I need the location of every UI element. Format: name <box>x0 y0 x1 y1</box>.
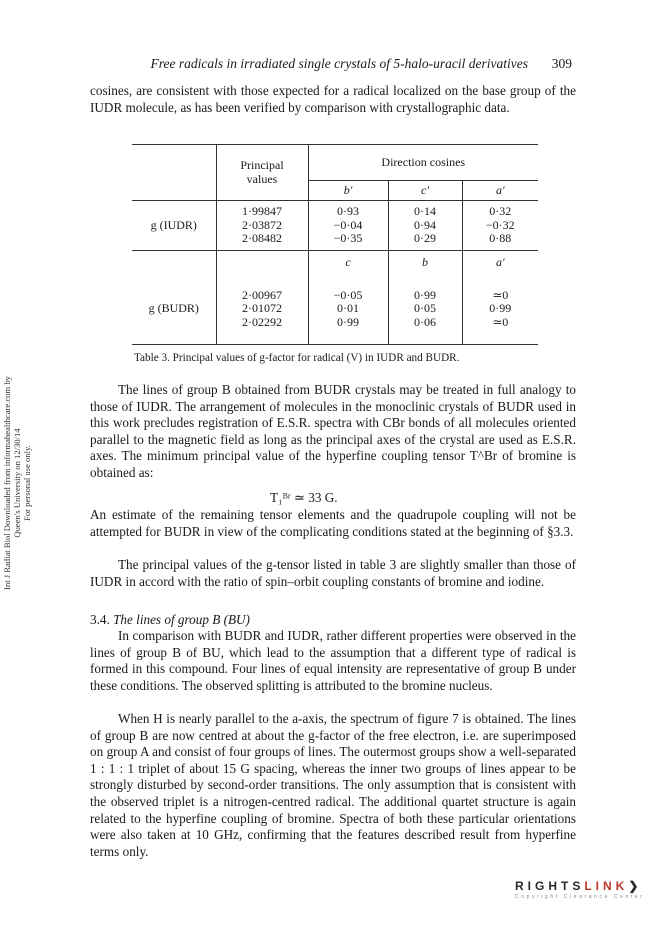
logo-word-link: LINK <box>584 879 629 893</box>
iudr-values: 1·99847 2·03872 2·08482 <box>216 201 308 251</box>
iudr-cosines-2: 0·14 0·94 0·29 <box>388 201 462 251</box>
iudr-cosines-3: 0·32 −0·32 0·88 <box>462 201 538 251</box>
paragraph-1: cosines, are consistent with those expected for a radical localized on the base group of the IUDR molecule, as has been verified by comparison with crystallographic data. <box>90 83 576 115</box>
iudr-axis-3: a' <box>462 181 538 201</box>
budr-cosines-2: 0·99 0·05 0·06 <box>388 275 462 345</box>
row-label-budr: g (BUDR) <box>148 301 199 316</box>
download-notice-line1: Int J Radiat Biol Downloaded from informahealthcare.com by Queen's University on 12/30/14 <box>2 376 22 590</box>
iudr-axis-1: b' <box>308 181 388 201</box>
col-direction-cosines: Direction cosines <box>308 145 538 181</box>
paragraph-4: The principal values of the g-tensor listed in table 3 are slightly smaller than those of IUDR in accord with the ratio of spin–orbit coupling constants of bromine and iodine. <box>90 557 576 589</box>
rightslink-logo[interactable] <box>515 879 645 900</box>
page-number: 309 <box>551 56 572 71</box>
paragraph-3: An estimate of the remaining tensor elements and the quadrupole coupling will not be attempted for BUDR in view of the complicating conditions stated at the beginning of §3.3. <box>90 507 576 539</box>
budr-axis-3: a' <box>462 251 538 275</box>
iudr-axis-2: c' <box>388 181 462 201</box>
section-number: 3.4. <box>90 612 110 627</box>
sidebar-download-notice <box>2 363 32 603</box>
paragraph-5: In comparison with BUDR and IUDR, rather different properties were observed in the lines of group B of BU, which lead to the assumption that a different type of radical is formed in this compound. Four lines of equal intensity are representative of group B under these conditions. The observed splitting is attributed to the bromine nucleus. <box>90 628 576 693</box>
budr-cosines-1: −0·05 0·01 0·99 <box>308 275 388 345</box>
budr-axis-1: c <box>308 251 388 275</box>
table-row-iudr <box>132 201 538 251</box>
equation-tbr: T₁ᴮʳ ≃ 33 G. <box>270 490 338 505</box>
download-notice-line2: For personal use only. <box>22 445 32 521</box>
logo-word-rights: RIGHTS <box>515 879 585 893</box>
chevron-right-icon: ❯ <box>628 879 643 893</box>
section-heading <box>90 612 250 628</box>
iudr-cosines-1: 0·93 −0·04 −0·35 <box>308 201 388 251</box>
row-label-iudr: g (IUDR) <box>150 217 197 232</box>
table-caption: Table 3. Principal values of g-factor for radical (V) in IUDR and BUDR. <box>134 352 460 364</box>
table-3 <box>132 144 538 345</box>
table-row-budr <box>132 275 538 345</box>
table-corner <box>132 145 216 181</box>
budr-axis-2: b <box>388 251 462 275</box>
running-title: Free radicals in irradiated single crystals of 5-halo-uracil derivatives <box>150 56 528 71</box>
col-principal-values: Principal values <box>216 145 308 201</box>
paragraph-2: The lines of group B obtained from BUDR crystals may be treated in full analogy to those of IUDR. The arrangement of molecules in the monoclinic crystals of BUDR used in this work precludes registration of E.S.R. spectra with CBr bonds of all molecules oriented parallel to the magnetic field as long as the principal axes of the crystal are used as E.S.R. axes. The minimum principal value of the hyperfine coupling tensor T^Br of bromine is obtained as: <box>90 382 576 480</box>
budr-values: 2·00967 2·01072 2·02292 <box>216 275 308 345</box>
logo-tagline: Copyright Clearance Center <box>515 894 645 900</box>
section-title: The lines of group B (BU) <box>113 612 250 627</box>
budr-cosines-3: ≃0 0·99 ≃0 <box>462 275 538 345</box>
paragraph-6: When H is nearly parallel to the a-axis, the spectrum of figure 7 is obtained. The lines of group B are now centred at about the g-factor of the free electron, i.e. are superimposed on group A and consist of four groups of lines. The outermost groups show a well-separated 1 : 1 : 1 triplet of about 15 G spacing, whereas the inner two groups of lines appear to be strongly disturbed by second-order transitions. The only assumption that is consistent with the observed triplet is a nitrogen-centred radical. The additional quartet structure is again related to the hyperfine coupling of bromine. Spectra of both these particular orientations were also taken at 10 GHz, confirming that the features described result from hyperfine terms only. <box>90 711 576 859</box>
